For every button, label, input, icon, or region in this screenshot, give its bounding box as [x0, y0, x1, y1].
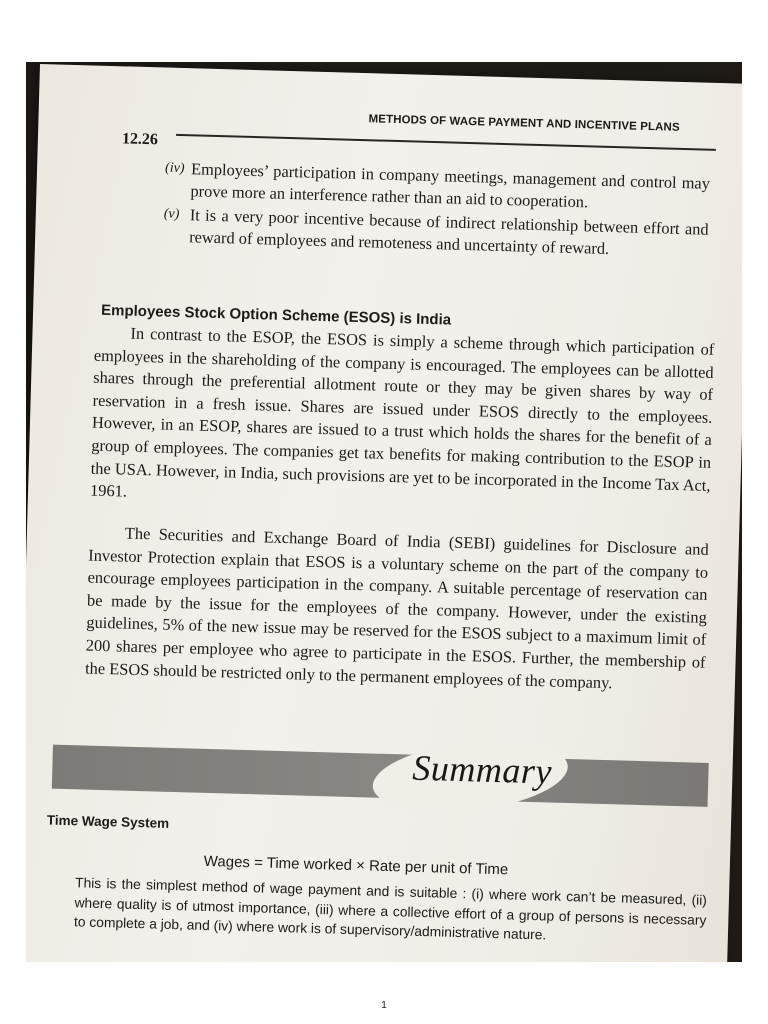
running-head: METHODS OF WAGE PAYMENT AND INCENTIVE PLANS [368, 113, 680, 134]
book-photo [26, 62, 742, 962]
section-heading: Employees Stock Option Scheme (ESOS) is India [100, 301, 452, 329]
page-number: 12.26 [121, 130, 159, 149]
summary-subheading: Time Wage System [46, 812, 170, 831]
header-rule [176, 134, 716, 151]
sebi-paragraph: The Securities and Exchange Board of India (SEBI) guidelines for Disclosure and Investor Protection explain that ESOS is a voluntary scheme on the part of the company to encourage employees participation in the company. A suitable percentage of reservation can be made by the issue for the employees of the company. However, under the existing guidelines, 5% of the new issue may be reserved for the ESOS subject to a maximum limit of 200 shares per employee who agree to participate in the ESOS. Further, the membership of the ESOS should be restricted only to the permanent employees of the company. [84, 523, 709, 692]
summary-paragraph: This is the simplest method of wage payment and is suitable : (i) where work can’t be measured, (ii) where quality is of utmost importance, (iii) where a collective effort of a group of persons is necessary to complete a job, and (iv) where work is of supervisory/administrative nature. [73, 875, 708, 943]
disadvantages-list [163, 158, 710, 265]
book-page [26, 64, 742, 962]
list-marker: (iv) [164, 160, 185, 177]
summary-title: Summary [411, 747, 553, 792]
list-item-text: Employees’ participation in company meetings, management and control may prove more an interference rather than an aid to cooperation. [190, 159, 711, 212]
footer-page-index: 1 [381, 1000, 387, 1011]
esos-paragraph: In contrast to the ESOP, the ESOS is simply a scheme through which participation of employees in the shareholding of the company is encouraged. The employees can be allotted shares through the preferential allotment route or they may be given shares by way of reservation in a fresh issue. Shares are issued under ESOS directly to the employees. However, in an ESOP, shares are issued to a trust which holds the shares for the benefit of a group of employees. The companies get tax benefits for making contribution to the ESOP in the USA. However, in India, such provisions are yet to be incorporated in the Income Tax Act, 1961. [89, 323, 715, 501]
list-marker: (v) [163, 206, 180, 222]
wage-formula: Wages = Time worked × Rate per unit of Time [203, 852, 509, 879]
list-item-text: It is a very poor incentive because of indirect relationship between effort and reward of employees and remoteness and uncertainty of reward. [188, 205, 709, 258]
